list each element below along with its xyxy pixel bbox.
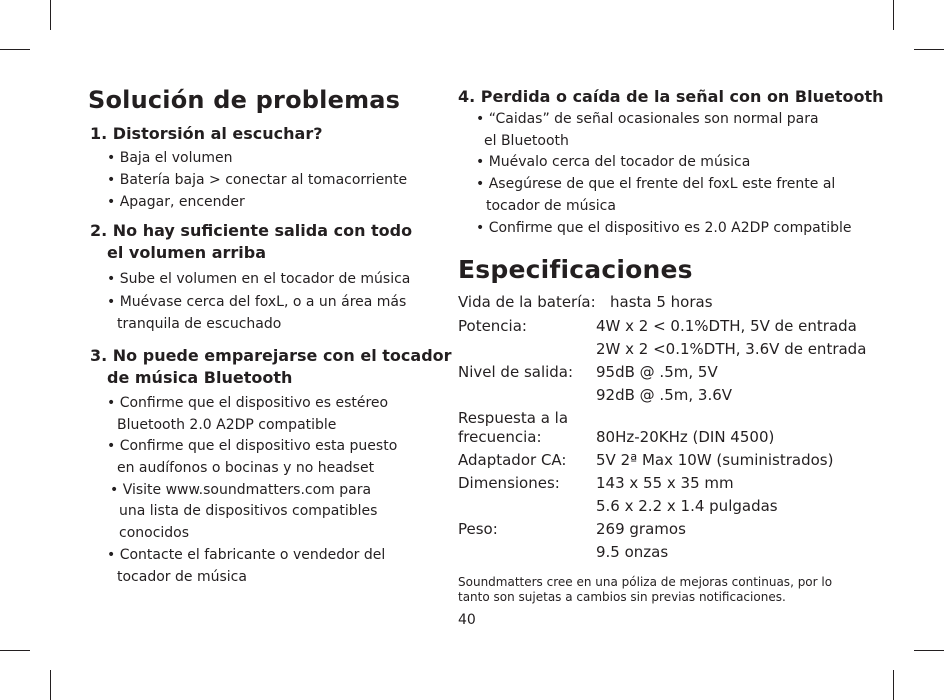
specs-title: Especificaciones — [458, 255, 693, 284]
list-item: • “Caidas” de señal ocasionales son normal para — [476, 111, 819, 127]
list-item: • Baja el volumen — [107, 150, 233, 166]
spec-value: 80Hz-20KHz (DIN 4500) — [596, 428, 775, 446]
list-item: en audífonos o bocinas y no headset — [117, 460, 375, 476]
crop-mark — [893, 670, 894, 700]
crop-mark — [50, 0, 51, 30]
spec-value: 5V 2ª Max 10W (suministrados) — [596, 451, 834, 469]
spec-label: Nivel de salida: — [458, 363, 574, 381]
disclaimer-note: Soundmatters cree en una póliza de mejoras continuas, por lo — [458, 575, 833, 589]
spec-label: Adaptador CA: — [458, 451, 567, 469]
list-item: tranquila de escuchado — [117, 316, 282, 332]
crop-mark — [50, 670, 51, 700]
spec-label: Vida de la batería: — [458, 293, 596, 311]
list-item: • Contacte el fabricante o vendedor del — [107, 547, 386, 563]
list-item: • Apagar, encender — [107, 194, 245, 210]
spec-value: 92dB @ .5m, 3.6V — [596, 386, 733, 404]
spec-label: Respuesta a la — [458, 409, 569, 427]
crop-mark — [0, 650, 30, 651]
crop-mark — [893, 0, 894, 30]
spec-value: 4W x 2 < 0.1%DTH, 5V de entrada — [596, 317, 857, 335]
spec-label: Peso: — [458, 520, 498, 538]
list-item: Bluetooth 2.0 A2DP compatible — [117, 417, 337, 433]
spec-value: 9.5 onzas — [596, 543, 669, 561]
list-item: tocador de música — [117, 569, 247, 585]
list-item: • Asegúrese de que el frente del foxL este frente al — [476, 176, 836, 192]
spec-value: 143 x 55 x 35 mm — [596, 474, 734, 492]
spec-label: Dimensiones: — [458, 474, 560, 492]
section-heading: de música Bluetooth — [107, 368, 293, 387]
crop-mark — [914, 650, 944, 651]
section-heading: 3. No puede emparejarse con el tocador — [90, 346, 452, 365]
list-item: • Muévalo cerca del tocador de música — [476, 154, 751, 170]
page-number: 40 — [458, 612, 476, 628]
spec-value: 5.6 x 2.2 x 1.4 pulgadas — [596, 497, 778, 515]
crop-mark — [0, 49, 30, 50]
list-item: • Confirme que el dispositivo es 2.0 A2DP compatible — [476, 220, 852, 236]
spec-value: 2W x 2 <0.1%DTH, 3.6V de entrada — [596, 340, 867, 358]
list-item: • Confirme que el dispositivo esta puesto — [107, 438, 398, 454]
list-item: • Sube el volumen en el tocador de música — [107, 271, 411, 287]
section-heading: 4. Perdida o caída de la señal con on Bluetooth — [458, 87, 884, 106]
spec-label: frecuencia: — [458, 428, 542, 446]
section-heading: 2. No hay suficiente salida con todo — [90, 221, 413, 240]
list-item: • Batería baja > conectar al tomacorriente — [107, 172, 408, 188]
list-item: • Visite www.soundmatters.com para — [110, 482, 372, 498]
spec-value: 269 gramos — [596, 520, 686, 538]
list-item: tocador de música — [486, 198, 616, 214]
list-item: conocidos — [119, 525, 190, 541]
list-item: • Confirme que el dispositivo es estéreo — [107, 395, 389, 411]
page-title: Solución de problemas — [88, 86, 401, 114]
section-heading: el volumen arriba — [107, 243, 266, 262]
disclaimer-note: tanto son sujetas a cambios sin previas notificaciones. — [458, 590, 786, 604]
list-item: • Muévase cerca del foxL, o a un área más — [107, 294, 407, 310]
spec-value: 95dB @ .5m, 5V — [596, 363, 718, 381]
spec-label: Potencia: — [458, 317, 527, 335]
spec-value: hasta 5 horas — [610, 293, 713, 311]
crop-mark — [914, 49, 944, 50]
list-item: el Bluetooth — [484, 133, 569, 149]
section-heading: 1. Distorsión al escuchar? — [90, 124, 323, 143]
list-item: una lista de dispositivos compatibles — [119, 503, 378, 519]
